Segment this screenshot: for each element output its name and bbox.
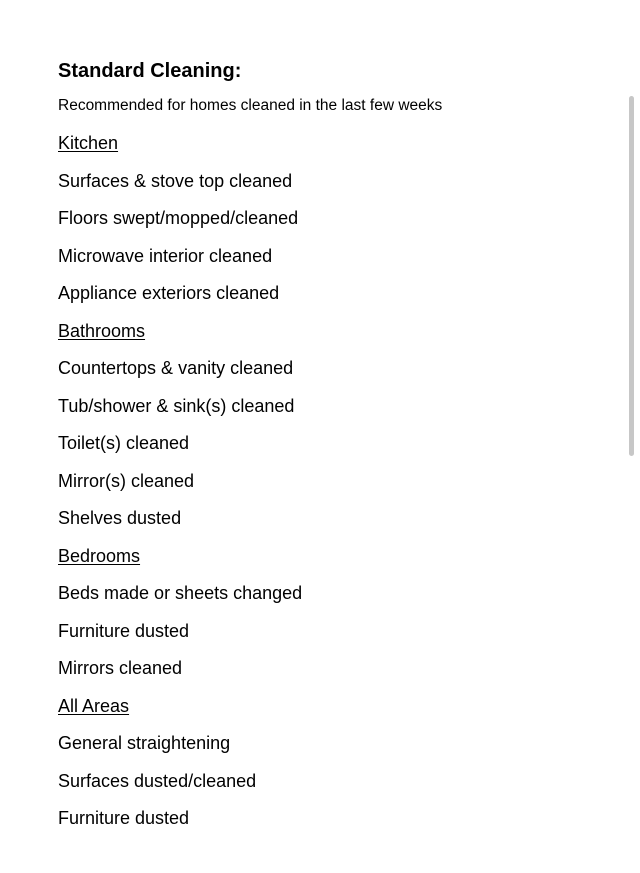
list-item: Surfaces & stove top cleaned (58, 170, 293, 191)
section-heading: All Areas (58, 695, 130, 716)
list-item: Shelves dusted (58, 508, 182, 528)
list-item: Countertops & vanity cleaned (58, 358, 294, 378)
list-item: Floors swept/mopped/cleaned (58, 208, 299, 228)
list-item: Toilet(s) cleaned (58, 433, 190, 453)
list-item: Mirror(s) cleaned (58, 470, 195, 491)
list-item: Tub/shower & sink(s) cleaned (58, 395, 295, 416)
list-item: Furniture dusted (58, 620, 190, 641)
section-heading: Bathrooms (58, 320, 146, 341)
list-item: Appliance exteriors cleaned (58, 283, 280, 303)
section-bathrooms (58, 313, 618, 538)
document-subtitle: Recommended for homes cleaned in the last few weeks (58, 97, 443, 114)
section-heading: Kitchen (58, 133, 119, 153)
section-item-list (58, 163, 618, 313)
section-item-list (58, 350, 618, 538)
document-title: Standard Cleaning: (58, 60, 242, 82)
section-heading: Bedrooms (58, 545, 141, 566)
list-item: Surfaces dusted/cleaned (58, 770, 257, 791)
section-bedrooms (58, 538, 618, 688)
section-kitchen (58, 125, 618, 313)
list-item: Furniture dusted (58, 808, 190, 828)
list-item: Microwave interior cleaned (58, 245, 273, 266)
list-item: Beds made or sheets changed (58, 583, 303, 603)
document-body (58, 55, 618, 838)
section-item-list (58, 575, 618, 688)
list-item: General straightening (58, 733, 231, 753)
section-all-areas (58, 688, 618, 838)
scrollbar[interactable] (629, 96, 634, 456)
section-item-list (58, 725, 618, 838)
list-item: Mirrors cleaned (58, 658, 183, 678)
